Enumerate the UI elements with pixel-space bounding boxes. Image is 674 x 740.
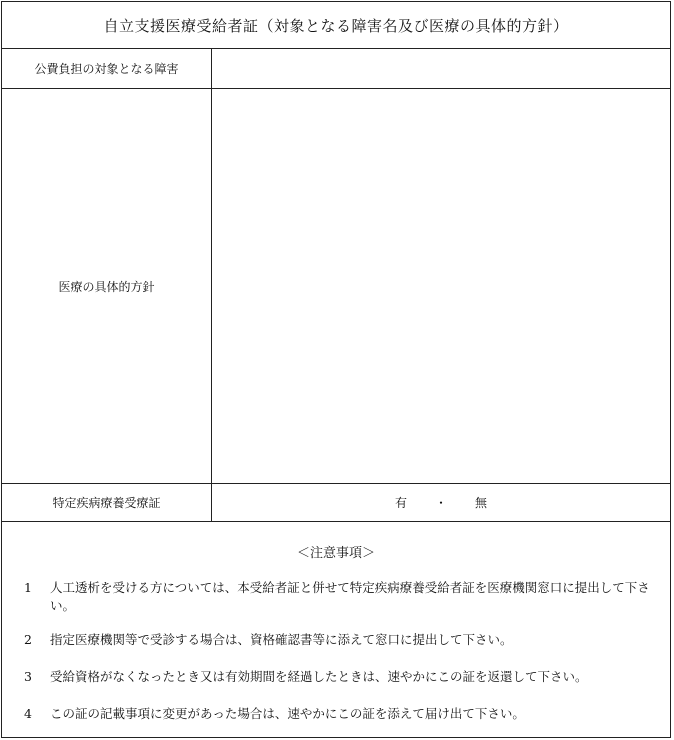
- disability-value-cell: [212, 49, 670, 88]
- option-yes[interactable]: 有: [394, 496, 407, 510]
- policy-label: 医療の具体的方針: [58, 279, 155, 294]
- note-item: [24, 668, 654, 686]
- note-text: 人工透析を受ける方については、本受給者証と併せて特定疾病療養受給者証を医療機関窓口に提出して下さい。: [50, 580, 650, 613]
- certificate-form: [1, 1, 671, 738]
- form-title: 自立支援医療受給者証（対象となる障害名及び医療の具体的方針）: [103, 16, 569, 35]
- note-number: 2: [24, 632, 32, 647]
- divider: [2, 521, 670, 522]
- policy-value-cell: [212, 89, 670, 483]
- note-text: 受給資格がなくなったとき又は有効期間を経過したときは、速やかにこの証を返還して下さい。: [50, 669, 588, 684]
- option-no[interactable]: 無: [475, 496, 488, 510]
- note-number: 4: [24, 706, 32, 721]
- note-number: 1: [24, 580, 32, 595]
- note-text: 指定医療機関等で受診する場合は、資格確認書等に添えて窓口に提出して下さい。: [50, 632, 513, 647]
- note-item: [24, 705, 654, 723]
- note-number: 3: [24, 669, 32, 684]
- notes-title: ＜注意事項＞: [296, 545, 375, 561]
- disability-label: 公費負担の対象となる障害: [34, 62, 179, 76]
- option-separator: ・: [434, 496, 447, 510]
- note-item: [24, 579, 654, 615]
- note-item: [24, 631, 654, 649]
- note-text: この証の記載事項に変更があった場合は、速やかにこの証を添えて届け出て下さい。: [50, 706, 525, 721]
- certificate-label: 特定疾病療養受療証: [52, 496, 161, 510]
- presence-options: [212, 484, 670, 521]
